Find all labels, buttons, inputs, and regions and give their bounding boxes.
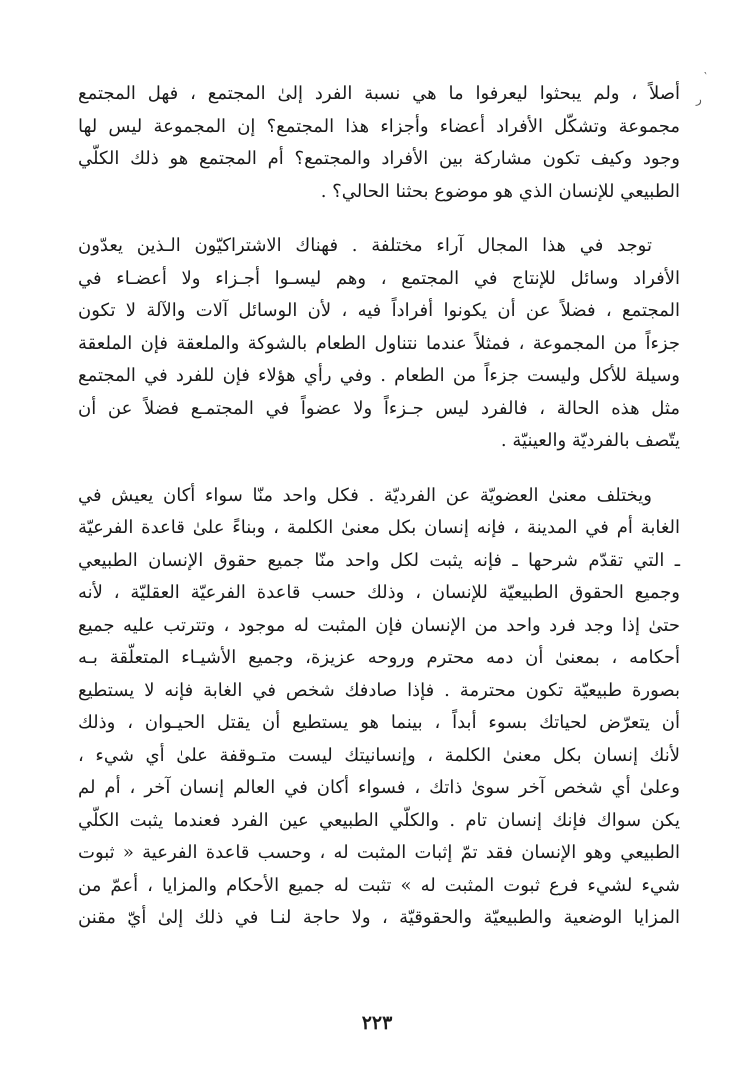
- text-line: أصلاً ، ولم يبحثوا ليعرفوا ما هي نسبة الفرد إلىٰ المجتمع ، فهل المجتمع: [78, 83, 680, 104]
- text-line: يتّصف بالفرديّة والعينيّة .: [500, 430, 680, 451]
- text-line: الأفراد وسائل للإنتاج في المجتمع ، وهم ليسـوا أجـزاء ولا أعضـاء في: [78, 267, 680, 289]
- paragraph-1: [78, 78, 680, 208]
- text-line: وسيلة للأكل وليست جزءاً من الطعام . وفي رأي هؤلاء فإن للفرد في المجتمع: [78, 365, 680, 386]
- text-line: شيء لشيء فرع ثبوت المثبت له » تثبت له جميع الأحكام والمزايا ، أعمّ من: [78, 874, 680, 896]
- text-line: المجتمع ، فضلاً عن أن يكونوا أفراداً فيه ، لأن الوسائل آلات والآلة لا تكون: [78, 300, 680, 321]
- paragraph-3: [78, 480, 680, 935]
- paragraph-2: [78, 230, 680, 458]
- text-line: ويختلف معنىٰ العضويّة عن الفرديّة . فكل واحد منّا سواء أكان يعيش في: [78, 484, 652, 506]
- page-number: ٢٢٣: [361, 1012, 393, 1034]
- text-line: المزايا الوضعية والطبيعيّة والحقوقيّة ، ولا حاجة لنـا في ذلك إلىٰ أيّ مقنن: [78, 907, 680, 928]
- text-line: يكن سواك فإنك إنسان تام . والكلّي الطبيعي عين الفرد فعندما يثبت الكلّي: [78, 809, 680, 831]
- text-line: وجميع الحقوق الطبيعيّة للإنسان ، وذلك حسب قاعدة الفرعيّة العقليّة ، لأنه: [78, 582, 680, 603]
- margin-mark: ‵: [704, 70, 707, 84]
- text-line: جزءاً من المجموعة ، فمثلاً عندما نتناول الطعام بالشوكة والملعقة فإن الملعقة: [78, 332, 680, 354]
- text-line: أحكامه ، بمعنىٰ أن دمه محترم وروحه عزيزة، وجميع الأشيـاء المتعلّقة بـه: [78, 647, 680, 668]
- text-line: مثل هذه الحالة ، فالفرد ليس جـزءاً ولا عضواً في المجتمـع فضلاً عن أن: [78, 397, 680, 419]
- text-line: الطبيعي للإنسان الذي هو موضوع بحثنا الحالي؟ .: [320, 180, 680, 202]
- page-body: [78, 78, 680, 935]
- text-line: توجد في هذا المجال آراء مختلفة . فهناك الاشتراكيّون الـذين يعدّون: [78, 235, 652, 256]
- text-line: ـ التي تقدّم شرحها ـ فإنه يثبت لكل واحد منّا جميع حقوق الإنسان الطبيعي: [78, 549, 680, 571]
- text-line: الطبيعي وهو الإنسان فقد تمّ إثبات المثبت له ، وحسب قاعدة الفرعية « ثبوت: [78, 842, 680, 863]
- text-line: الغابة أم في المدينة ، فإنه إنسان بكل معنىٰ الكلمة ، وبناءً علىٰ قاعدة الفرعيّة: [78, 517, 680, 538]
- margin-mark: ر: [696, 92, 702, 106]
- text-line: حتىٰ إذا وجد فرد واحد من الإنسان فإن المثبت له موجود ، وتترتب عليه جميع: [78, 614, 680, 636]
- text-line: وجود وكيف تكون مشاركة بين الأفراد والمجتمع؟ أم المجتمع هو ذلك الكلّي: [78, 148, 680, 169]
- text-line: بصورة طبيعيّة تكون محترمة . فإذا صادفك شخص في الغابة فإنه لا يستطيع: [78, 679, 680, 701]
- text-line: وعلىٰ أي شخص آخر سوىٰ ذاتك ، فسواء أكان في العالم إنسان آخر ، أم لم: [78, 777, 680, 798]
- text-line: لأنك إنسان بكل معنىٰ الكلمة ، وإنسانيتك ليست متـوقفة علىٰ أي شيء ،: [78, 744, 680, 766]
- text-line: أن يتعرّض لحياتك بسوء أبداً ، بينما هو يستطيع أن يقتل الحيـوان ، وذلك: [78, 712, 680, 733]
- text-line: مجموعة وتشكّل الأفراد أعضاء وأجزاء هذا المجتمع؟ إن المجموعة ليس لها: [78, 115, 680, 137]
